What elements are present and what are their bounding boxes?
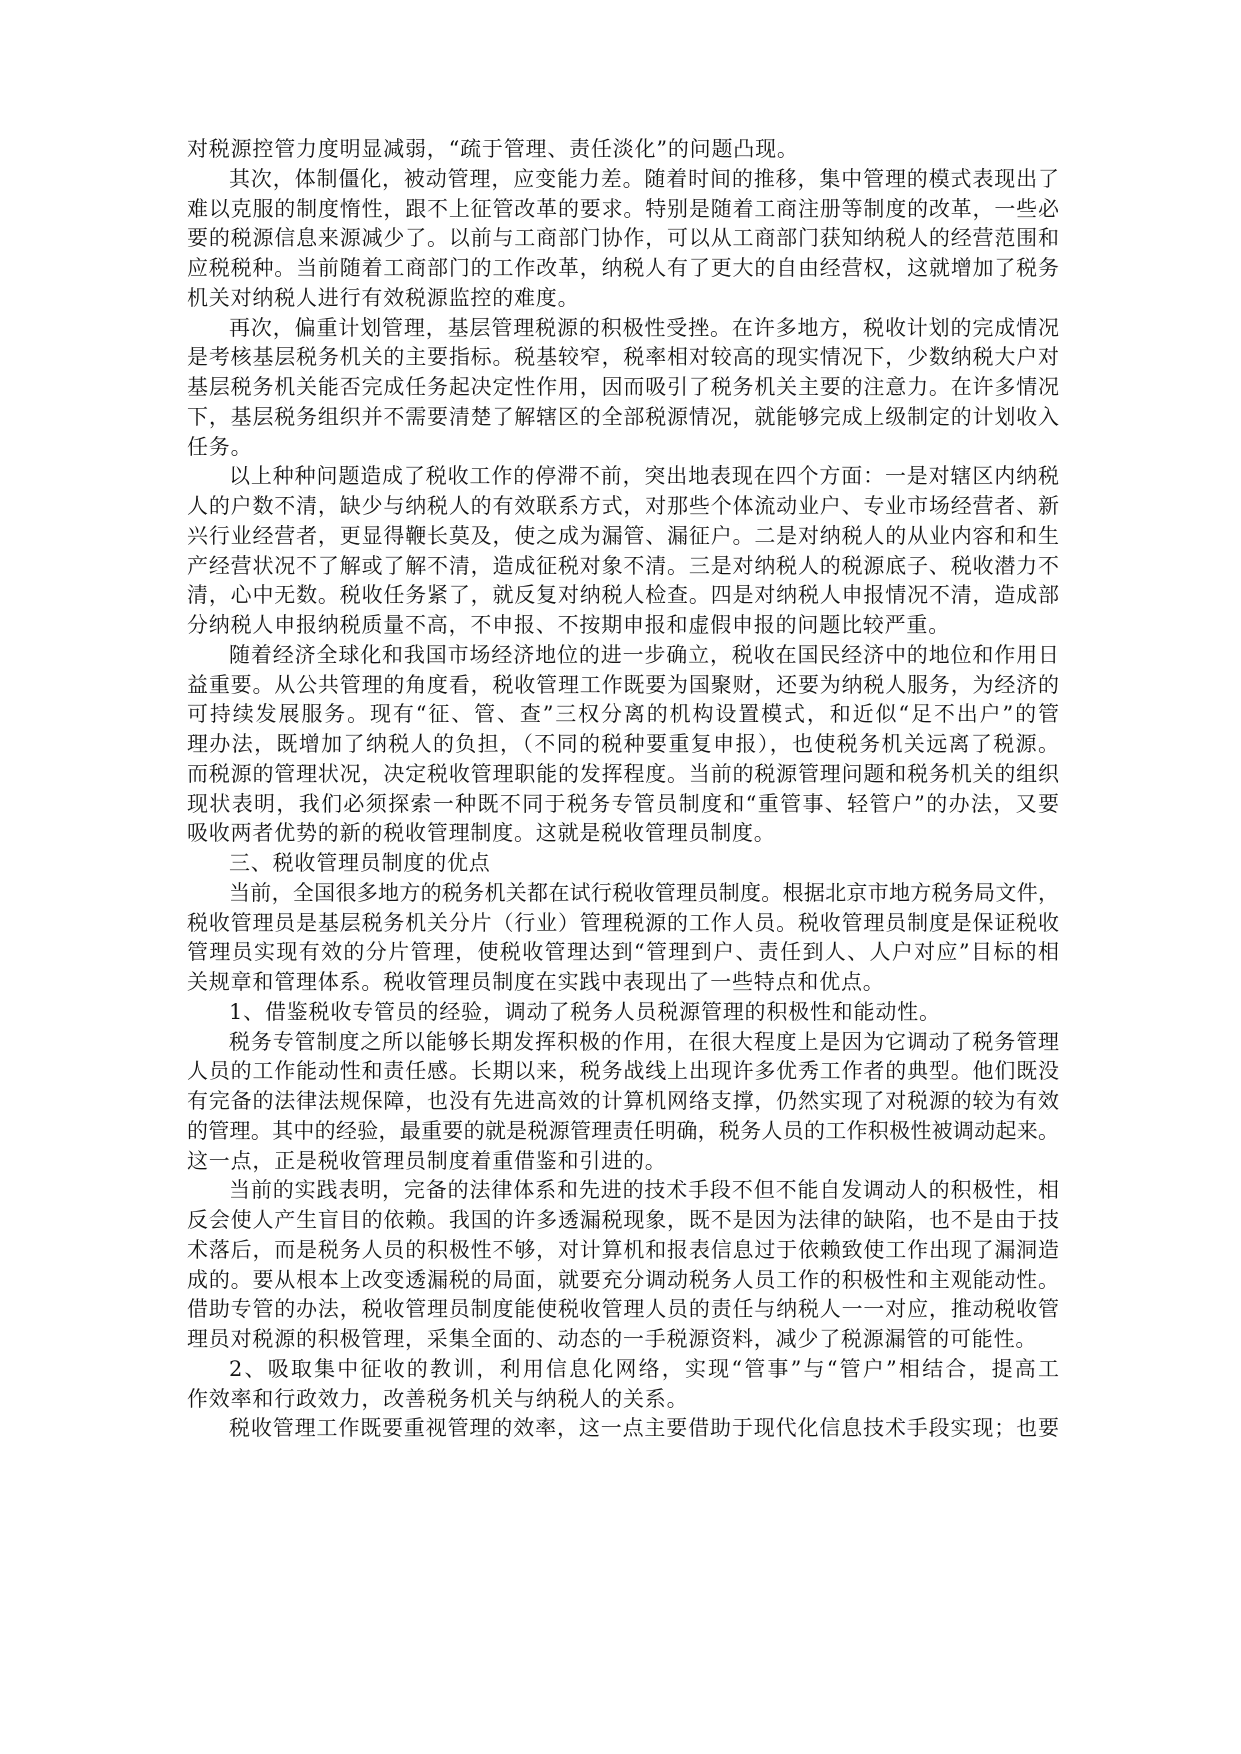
text-line: 再次，偏重计划管理，基层管理税源的积极性受挫。在许多地方，税收计划的完成情况 [229, 315, 1059, 340]
text-line: 当前的实践表明，完备的法律体系和先进的技术手段不但不能自发调动人的积极性，相 [229, 1178, 1059, 1203]
text-line: 可持续发展服务。现有“征、管、查”三权分离的机构设置模式，和近似“足不出户”的管 [187, 702, 1059, 727]
text-line: 益重要。从公共管理的角度看，税收管理工作既要为国聚财，还要为纳税人服务，为经济的 [187, 672, 1059, 697]
section-heading-text: 三、税收管理员制度的优点 [229, 851, 491, 875]
text-line: 成的。要从根本上改变透漏税的局面，就要充分调动税务人员工作的积极性和主观能动性。 [187, 1267, 1059, 1292]
text-line: 吸收两者优势的新的税收管理制度。这就是税收管理员制度。 [187, 821, 776, 846]
section-heading [187, 849, 1059, 879]
text-line: 理办法，既增加了纳税人的负担，（不同的税种要重复申报），也使税务机关远离了税源。 [187, 732, 1059, 756]
text-line: 术落后，而是税务人员的积极性不够，对计算机和报表信息过于依赖致使工作出现了漏洞造 [187, 1237, 1059, 1262]
paragraph [187, 641, 1059, 849]
text-line: 其次，体制僵化，被动管理，应变能力差。随着时间的推移，集中管理的模式表现出了 [229, 166, 1059, 191]
paragraph [187, 314, 1059, 463]
text-line: 税务专管制度之所以能够长期发挥积极的作用，在很大程度上是因为它调动了税务管理 [229, 1029, 1059, 1054]
subsection-heading-text: 1、借鉴税收专管员的经验，调动了税务人员税源管理的积极性和能动性。 [229, 999, 941, 1024]
paragraph [187, 1028, 1059, 1177]
text-line: 要的税源信息来源减少了。以前与工商部门协作，可以从工商部门获知纳税人的经营范围和 [187, 226, 1059, 251]
text-line: 对税源控管力度明显减弱，“疏于管理、责任淡化”的问题凸现。 [187, 137, 799, 161]
text-line: 现状表明，我们必须探索一种既不同于税务专管员制度和“重管事、轻管户”的办法，又要 [187, 791, 1059, 816]
text-line: 清，心中无数。税收任务紧了，就反复对纳税人检查。四是对纳税人申报情况不清，造成部 [187, 583, 1059, 608]
paragraph [187, 1414, 1059, 1444]
text-line: 机关对纳税人进行有效税源监控的难度。 [187, 285, 580, 310]
text-line: 当前，全国很多地方的税务机关都在试行税收管理员制度。根据北京市地方税务局文件， [229, 880, 1059, 905]
text-line: 这一点，正是税收管理员制度着重借鉴和引进的。 [187, 1148, 667, 1173]
paragraph [187, 1176, 1059, 1355]
body-text [187, 135, 1059, 1444]
text-line: 以上种种问题造成了税收工作的停滞不前，突出地表现在四个方面：一是对辖区内纳税 [229, 464, 1059, 489]
text-line: 兴行业经营者，更显得鞭长莫及，使之成为漏管、漏征户。二是对纳税人的从业内容和和生 [187, 523, 1059, 548]
paragraph [187, 165, 1059, 314]
text-line: 难以克服的制度惰性，跟不上征管改革的要求。特别是随着工商注册等制度的改革，一些必 [187, 196, 1059, 221]
text-line: 反会使人产生盲目的依赖。我国的许多透漏税现象，既不是因为法律的缺陷，也不是由于技 [187, 1208, 1059, 1232]
paragraph [187, 879, 1059, 998]
text-line: 分纳税人申报纳税质量不高，不申报、不按期申报和虚假申报的问题比较严重。 [187, 613, 950, 637]
text-line: 基层税务机关能否完成任务起决定性作用，因而吸引了税务机关主要的注意力。在许多情况 [187, 375, 1059, 399]
text-line: 人的户数不清，缺少与纳税人的有效联系方式，对那些个体流动业户、专业市场经营者、新 [187, 494, 1059, 518]
paragraph [187, 135, 1059, 165]
text-line: 下，基层税务组织并不需要清楚了解辖区的全部税源情况，就能够完成上级制定的计划收入 [187, 404, 1059, 429]
text-line: 而税源的管理状况，决定税收管理职能的发挥程度。当前的税源管理问题和税务机关的组织 [187, 761, 1059, 786]
text-line: 理员对税源的积极管理，采集全面的、动态的一手税源资料，减少了税源漏管的可能性。 [187, 1327, 1038, 1351]
subsection-heading-text: 作效率和行政效力，改善税务机关与纳税人的关系。 [187, 1386, 689, 1411]
text-line: 应税税种。当前随着工商部门的工作改革，纳税人有了更大的自由经营权，这就增加了税务 [187, 256, 1059, 280]
text-line: 关规章和管理体系。税收管理员制度在实践中表现出了一些特点和优点。 [187, 970, 885, 994]
text-line: 产经营状况不了解或了解不清，造成征税对象不清。三是对纳税人的税源底子、税收潜力不 [187, 553, 1059, 578]
text-line: 税收管理工作既要重视管理的效率，这一点主要借助于现代化信息技术手段实现；也要 [229, 1416, 1059, 1441]
text-line: 的管理。其中的经验，最重要的就是税源管理责任明确，税务人员的工作积极性被调动起来。 [187, 1118, 1059, 1143]
subsection-heading [187, 998, 1059, 1028]
text-line: 是考核基层税务机关的主要指标。税基较窄，税率相对较高的现实情况下，少数纳税大户对 [187, 345, 1059, 370]
text-line: 有完备的法律法规保障，也没有先进高效的计算机网络支撑，仍然实现了对税源的较为有效 [187, 1089, 1059, 1113]
subsection-heading [187, 1355, 1059, 1415]
text-line: 税收管理员是基层税务机关分片（行业）管理税源的工作人员。税收管理员制度是保证税收 [187, 910, 1059, 935]
text-line: 任务。 [187, 434, 253, 459]
subsection-heading-text: 2、吸取集中征收的教训，利用信息化网络，实现“管事”与“管户”相结合，提高工 [229, 1356, 1059, 1381]
text-line: 随着经济全球化和我国市场经济地位的进一步确立，税收在国民经济中的地位和作用日 [229, 642, 1059, 667]
text-line: 人员的工作能动性和责任感。长期以来，税务战线上出现许多优秀工作者的典型。他们既没 [187, 1059, 1059, 1084]
text-line: 借助专管的办法，税收管理员制度能使税收管理人员的责任与纳税人一一对应，推动税收管 [187, 1297, 1059, 1322]
paragraph [187, 462, 1059, 641]
text-line: 管理员实现有效的分片管理，使税收管理达到“管理到户、责任到人、人户对应”目标的相 [187, 940, 1059, 965]
